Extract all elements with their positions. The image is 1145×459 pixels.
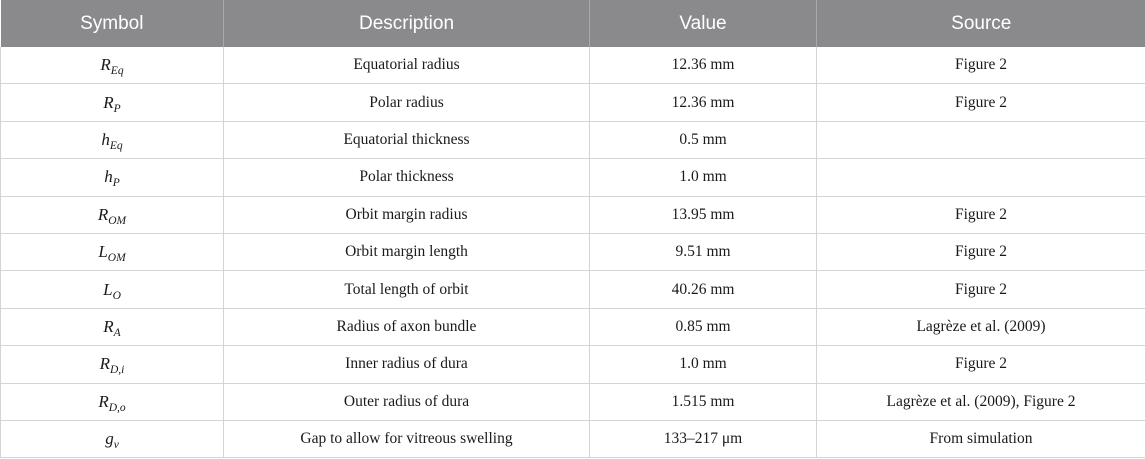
table-row xyxy=(1,308,1145,345)
symbol-subscript: A xyxy=(113,326,121,339)
symbol xyxy=(98,242,126,265)
symbol-base: L xyxy=(103,279,113,299)
symbol-base: R xyxy=(98,391,109,411)
table-row xyxy=(1,47,1145,84)
value-cell: 9.51 mm xyxy=(590,233,817,270)
table-row xyxy=(1,196,1145,233)
symbol-subscript: Eq xyxy=(110,65,124,78)
table-row xyxy=(1,346,1145,383)
description-cell: Equatorial thickness xyxy=(224,121,590,158)
symbol-base: R xyxy=(103,316,114,336)
symbol-cell xyxy=(1,346,224,383)
symbol-base: h xyxy=(104,167,113,187)
value-cell: 1.515 mm xyxy=(590,383,817,420)
symbol xyxy=(103,92,121,115)
symbol-cell xyxy=(1,84,224,121)
value-cell: 1.0 mm xyxy=(590,346,817,383)
symbol-cell xyxy=(1,196,224,233)
symbol xyxy=(99,354,125,377)
source-cell: Figure 2 xyxy=(817,271,1145,308)
table-row xyxy=(1,159,1145,196)
value-cell: 133–217 μm xyxy=(590,420,817,457)
symbol-base: R xyxy=(97,204,109,224)
table-row xyxy=(1,233,1145,270)
symbol-cell xyxy=(1,271,224,308)
description-cell: Inner radius of dura xyxy=(224,346,590,383)
symbol xyxy=(103,279,121,302)
symbol xyxy=(100,55,124,78)
description-cell: Gap to allow for vitreous swelling xyxy=(224,420,590,457)
header-value: Value xyxy=(590,0,817,47)
value-cell: 13.95 mm xyxy=(590,196,817,233)
source-cell: Figure 2 xyxy=(817,47,1145,84)
symbol-subscript: D,o xyxy=(108,401,126,414)
symbol-cell xyxy=(1,159,224,196)
source-cell: Figure 2 xyxy=(817,233,1145,270)
symbol-subscript: O xyxy=(112,289,121,302)
symbol xyxy=(103,316,121,339)
symbol-base: R xyxy=(99,354,110,374)
description-cell: Radius of axon bundle xyxy=(224,308,590,345)
value-cell: 40.26 mm xyxy=(590,271,817,308)
symbol xyxy=(104,167,120,190)
value-cell: 0.85 mm xyxy=(590,308,817,345)
symbol-subscript: P xyxy=(113,102,121,115)
symbol-base: L xyxy=(98,242,108,262)
header-description: Description xyxy=(224,0,590,47)
source-cell xyxy=(817,121,1145,158)
description-cell: Polar thickness xyxy=(224,159,590,196)
symbol xyxy=(98,391,126,414)
symbol-base: R xyxy=(100,55,111,75)
symbol-cell xyxy=(1,308,224,345)
description-cell: Orbit margin length xyxy=(224,233,590,270)
symbol-cell xyxy=(1,47,224,84)
symbol-base: h xyxy=(101,129,110,149)
description-cell: Polar radius xyxy=(224,84,590,121)
source-cell: Lagrèze et al. (2009), Figure 2 xyxy=(817,383,1145,420)
value-cell: 12.36 mm xyxy=(590,84,817,121)
description-cell: Orbit margin radius xyxy=(224,196,590,233)
table-row xyxy=(1,383,1145,420)
symbol-subscript: P xyxy=(112,177,120,190)
source-cell: From simulation xyxy=(817,420,1145,457)
symbol xyxy=(101,129,123,152)
header-row xyxy=(1,0,1145,47)
header-symbol: Symbol xyxy=(1,0,224,47)
description-cell: Outer radius of dura xyxy=(224,383,590,420)
source-cell xyxy=(817,159,1145,196)
source-cell: Figure 2 xyxy=(817,84,1145,121)
symbol xyxy=(97,204,127,227)
source-cell: Figure 2 xyxy=(817,346,1145,383)
table-row xyxy=(1,271,1145,308)
value-cell: 0.5 mm xyxy=(590,121,817,158)
symbol xyxy=(105,429,119,452)
source-cell: Lagrèze et al. (2009) xyxy=(817,308,1145,345)
symbol-cell xyxy=(1,420,224,457)
symbol-cell xyxy=(1,121,224,158)
table-row xyxy=(1,121,1145,158)
description-cell: Equatorial radius xyxy=(224,47,590,84)
table-row xyxy=(1,84,1145,121)
symbol-subscript: v xyxy=(113,439,119,452)
symbol-base: R xyxy=(103,92,114,112)
table-row xyxy=(1,420,1145,457)
value-cell: 1.0 mm xyxy=(590,159,817,196)
description-cell: Total length of orbit xyxy=(224,271,590,308)
value-cell: 12.36 mm xyxy=(590,47,817,84)
symbol-cell xyxy=(1,233,224,270)
symbol-subscript: Eq xyxy=(109,139,123,152)
header-source: Source xyxy=(817,0,1145,47)
symbol-subscript: D,i xyxy=(110,364,125,377)
symbol-subscript: OM xyxy=(107,252,126,265)
symbol-cell xyxy=(1,383,224,420)
symbol-subscript: OM xyxy=(108,214,127,227)
symbol-base: g xyxy=(105,429,114,449)
source-cell: Figure 2 xyxy=(817,196,1145,233)
table-body xyxy=(1,47,1145,458)
